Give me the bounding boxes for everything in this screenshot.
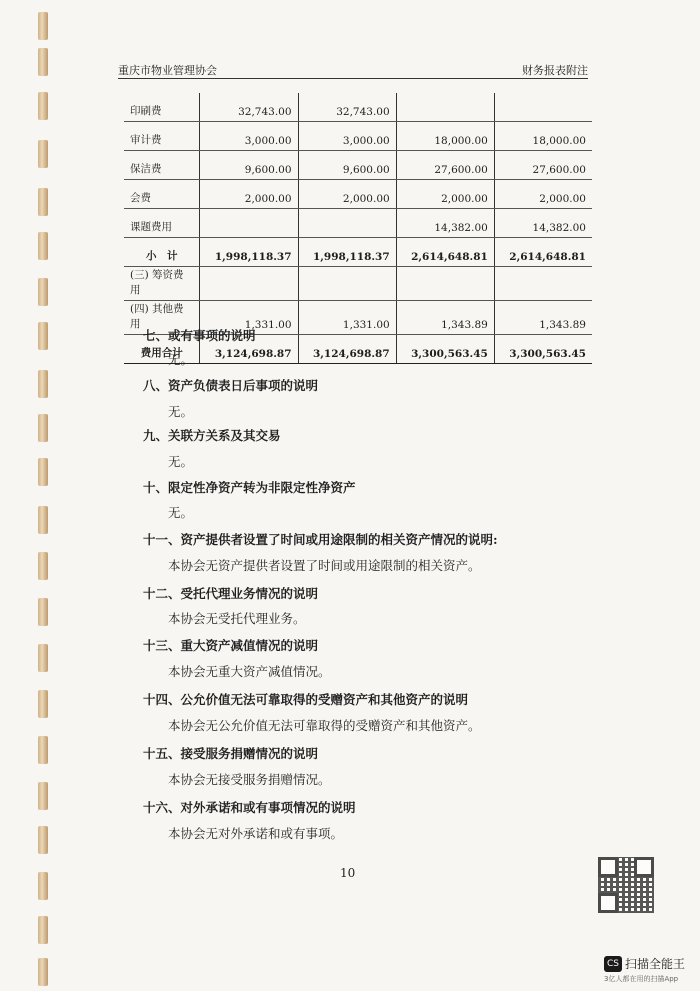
section-body: 本协会无对外承诺和或有事项。	[168, 826, 344, 841]
table-row	[124, 93, 592, 122]
table-row	[124, 209, 592, 238]
cell	[396, 267, 494, 301]
cell: 3,124,698.87	[298, 335, 396, 364]
cell: 2,000.00	[298, 180, 396, 209]
section-heading: 十四、公允价值无法可靠取得的受赠资产和其他资产的说明	[143, 692, 469, 707]
section-heading: 十一、资产提供者设置了时间或用途限制的相关资产情况的说明:	[143, 532, 498, 547]
table-row	[124, 122, 592, 151]
cell: 18,000.00	[494, 122, 592, 151]
row-label: 课题费用	[124, 209, 200, 238]
section-body: 本协会无受托代理业务。	[168, 611, 306, 626]
page-header	[118, 60, 588, 79]
section-heading: 十、限定性净资产转为非限定性净资产	[143, 480, 356, 495]
row-label: 小 计	[124, 238, 200, 267]
section-heading: 七、或有事项的说明	[143, 328, 256, 343]
page-number: 10	[340, 866, 356, 880]
section-heading: 十五、接受服务捐赠情况的说明	[143, 746, 319, 761]
section-heading: 十三、重大资产减值情况的说明	[143, 638, 319, 653]
table-row	[124, 267, 592, 301]
row-label: 会费	[124, 180, 200, 209]
cell: 3,000.00	[200, 122, 298, 151]
section-body: 无。	[168, 352, 194, 367]
row-label: (四) 其他费用	[124, 301, 200, 335]
qr-code-icon	[598, 857, 654, 913]
section-body: 本协会无资产提供者设置了时间或用途限制的相关资产。	[168, 558, 481, 573]
cell: 18,000.00	[396, 122, 494, 151]
cell: 3,300,563.45	[396, 335, 494, 364]
cell: 32,743.00	[200, 93, 298, 122]
cell: 14,382.00	[396, 209, 494, 238]
row-label: 印刷费	[124, 93, 200, 122]
row-label: 审计费	[124, 122, 200, 151]
cell: 14,382.00	[494, 209, 592, 238]
cell: 1,343.89	[494, 301, 592, 335]
cell: 1,331.00	[298, 301, 396, 335]
cs-logo-icon: CS	[604, 956, 622, 972]
cell	[200, 209, 298, 238]
section-body: 本协会无接受服务捐赠情况。	[168, 772, 331, 787]
expense-table	[124, 93, 592, 364]
cell: 1,331.00	[200, 301, 298, 335]
cell: 27,600.00	[396, 151, 494, 180]
section-body: 无。	[168, 404, 194, 419]
org-name: 重庆市物业管理协会	[118, 64, 217, 77]
subtotal-row	[124, 238, 592, 267]
cell: 2,000.00	[200, 180, 298, 209]
cell: 2,000.00	[396, 180, 494, 209]
cell	[298, 209, 396, 238]
section-heading: 九、关联方关系及其交易	[143, 428, 281, 443]
cell	[494, 267, 592, 301]
row-label: (三) 筹资费用	[124, 267, 200, 301]
table-row	[124, 180, 592, 209]
section-heading: 十二、受托代理业务情况的说明	[143, 586, 319, 601]
cell	[298, 267, 396, 301]
table-row	[124, 151, 592, 180]
cell: 1,343.89	[396, 301, 494, 335]
section-body: 本协会无重大资产减值情况。	[168, 664, 331, 679]
row-label: 费用合计	[124, 335, 200, 364]
cell	[396, 93, 494, 122]
cell: 3,000.00	[298, 122, 396, 151]
section-heading: 十六、对外承诺和或有事项情况的说明	[143, 800, 356, 815]
watermark-tagline: 3亿人都在用的扫描App	[604, 975, 679, 983]
section-body: 无。	[168, 454, 194, 469]
cell: 9,600.00	[200, 151, 298, 180]
cell: 2,614,648.81	[494, 238, 592, 267]
cell: 32,743.00	[298, 93, 396, 122]
binding-holes	[38, 0, 50, 991]
section-heading: 八、资产负债表日后事项的说明	[143, 378, 319, 393]
scanner-watermark	[604, 953, 685, 984]
watermark-name: 扫描全能王	[625, 957, 686, 971]
cell: 1,998,118.37	[298, 238, 396, 267]
section-name: 财务报表附注	[522, 64, 588, 77]
cell	[200, 267, 298, 301]
section-body: 本协会无公允价值无法可靠取得的受赠资产和其他资产。	[168, 718, 481, 733]
cell: 1,998,118.37	[200, 238, 298, 267]
cell	[494, 93, 592, 122]
section-body: 无。	[168, 505, 194, 520]
cell: 2,000.00	[494, 180, 592, 209]
cell: 3,124,698.87	[200, 335, 298, 364]
cell: 2,614,648.81	[396, 238, 494, 267]
cell: 9,600.00	[298, 151, 396, 180]
row-label: 保洁费	[124, 151, 200, 180]
cell: 27,600.00	[494, 151, 592, 180]
cell: 3,300,563.45	[494, 335, 592, 364]
